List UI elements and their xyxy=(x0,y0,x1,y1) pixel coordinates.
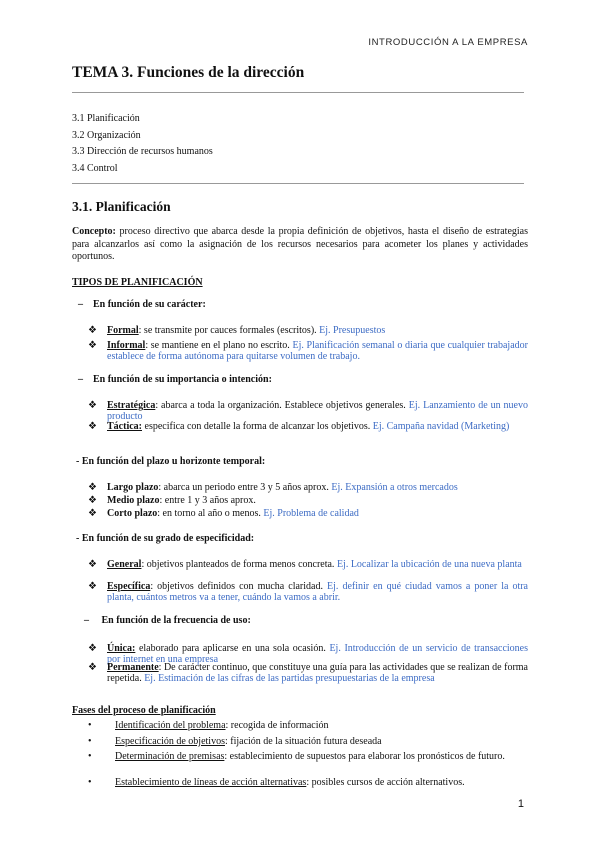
item-term: Específica xyxy=(107,581,151,592)
item-example: Ej. Estimación de las cifras de las partidas presupuestarias de la empresa xyxy=(144,673,435,684)
dot-bullet-icon: • xyxy=(88,777,92,788)
group-heading-text: En función de su carácter: xyxy=(93,299,206,310)
diamond-bullet-icon: ❖ xyxy=(88,482,97,493)
toc-item[interactable]: 3.1 Planificación xyxy=(72,113,140,124)
item-text: elaborado para aplicarse en una sola ocasión. xyxy=(135,643,330,654)
table-of-contents xyxy=(72,111,213,177)
item-example: Ej. Problema de calidad xyxy=(263,508,359,519)
diamond-bullet-icon: ❖ xyxy=(88,643,97,654)
concepto-paragraph xyxy=(72,226,528,264)
diamond-bullet-icon: ❖ xyxy=(88,559,97,570)
item-text: : se transmite por cauces formales (escritos). xyxy=(138,325,320,336)
toc-item[interactable]: 3.3 Dirección de recursos humanos xyxy=(72,146,213,157)
item-term: Determinación de premisas xyxy=(115,751,225,762)
item-term: Estratégica xyxy=(107,400,156,411)
item-example: Ej. Introducción de un servicio de transacciones por internet en una empresa xyxy=(107,643,529,665)
item-term: Identificación del problema xyxy=(115,720,226,731)
item-text: : De carácter continuo, que constituye una guía para las actividades que se realizan de forma repetida. xyxy=(107,662,528,684)
divider xyxy=(72,92,524,93)
diamond-bullet-icon: ❖ xyxy=(88,581,97,592)
running-header: INTRODUCCIÓN A LA EMPRESA xyxy=(368,37,528,48)
item-example: Ej. Presupuestos xyxy=(319,325,386,336)
item-text: especifica con detalle la forma de alcanzar los objetivos. xyxy=(142,421,373,432)
diamond-bullet-icon: ❖ xyxy=(88,662,97,673)
diamond-bullet-icon: ❖ xyxy=(88,400,97,411)
toc-item[interactable]: 3.4 Control xyxy=(72,162,118,174)
item-text: : abarca a toda la organización. Establece objetivos generales. xyxy=(155,400,409,411)
group-heading-text: En función de la frecuencia de uso: xyxy=(101,615,251,626)
divider xyxy=(72,183,524,184)
item-term: Formal xyxy=(107,325,139,336)
item-example: Ej. Planificación semanal o diaria que cualquier trabajador establece de forma autónoma para quitarse volumen de trabajo. xyxy=(107,340,528,362)
item-example: Ej. Localizar la ubicación de una nueva planta xyxy=(336,559,522,570)
item-term: Permanente xyxy=(107,662,159,673)
item-term: Medio plazo xyxy=(107,495,160,506)
toc-item[interactable]: 3.2 Organización xyxy=(72,129,141,141)
group-heading-text: En función de su importancia o intención: xyxy=(93,374,272,385)
item-text: : se mantiene en el plano no escrito. xyxy=(145,340,293,351)
tipos-heading: TIPOS DE PLANIFICACIÓN xyxy=(72,277,203,288)
section-title: 3.1. Planificación xyxy=(72,199,171,214)
item-text: : objetivos planteados de forma menos concreta. xyxy=(141,559,337,570)
item-text: : entre 1 y 3 años aprox. xyxy=(159,495,256,506)
group-heading-text: En función del plazo u horizonte temporal: xyxy=(81,456,266,467)
diamond-bullet-icon: ❖ xyxy=(88,495,97,506)
item-term: General xyxy=(107,559,142,570)
group-heading xyxy=(78,374,272,385)
item-example: Ej. Lanzamiento de un nuevo producto xyxy=(107,400,528,422)
item-text: : establecimiento de supuestos para elaborar los pronósticos de futuro. xyxy=(224,751,505,762)
page-title: TEMA 3. Funciones de la dirección xyxy=(72,64,305,81)
group-heading-text: En función de su grado de especificidad: xyxy=(81,533,255,544)
group-heading xyxy=(76,533,254,544)
group-heading xyxy=(84,615,251,626)
group-heading xyxy=(78,299,206,310)
item-example: Ej. Expansión a otros mercados xyxy=(331,482,458,493)
concepto-text: proceso directivo que abarca desde la propia definición de objetivos, hasta el diseño de estrategias para alcanzarlos así como la asignación de los recursos necesarios para acometer los planes y actividades oportunos. xyxy=(72,226,528,262)
diamond-bullet-icon: ❖ xyxy=(88,325,97,336)
dot-bullet-icon: • xyxy=(88,736,92,747)
item-text: : fijación de la situación futura deseada xyxy=(224,736,382,747)
dash-marker: – xyxy=(84,615,89,626)
dot-bullet-icon: • xyxy=(88,720,92,731)
diamond-bullet-icon: ❖ xyxy=(88,508,97,519)
dash-marker: - xyxy=(76,456,80,467)
diamond-bullet-icon: ❖ xyxy=(88,340,97,351)
item-term: Largo plazo xyxy=(107,482,159,493)
item-text: : posibles cursos de acción alternativos. xyxy=(306,777,465,788)
item-term: Táctica: xyxy=(107,421,142,432)
item-text: : recogida de información xyxy=(225,720,329,731)
item-term: Corto plazo xyxy=(107,508,158,519)
diamond-bullet-icon: ❖ xyxy=(88,421,97,432)
dash-marker: – xyxy=(78,374,83,385)
item-term: Establecimiento de líneas de acción alternativas xyxy=(115,777,307,788)
item-term: Informal xyxy=(107,340,146,351)
dash-marker: – xyxy=(78,299,83,310)
item-text: : objetivos definidos con mucha claridad. xyxy=(150,581,328,592)
item-term: Especificación de objetivos xyxy=(115,736,225,747)
page-number: 1 xyxy=(517,798,524,810)
item-example: Ej. definir en qué ciudad vamos a poner la otra planta, cuántos metros va a tener, cuándo la vamos a abrir. xyxy=(107,581,528,603)
item-text: : abarca un periodo entre 3 y 5 años aprox. xyxy=(158,482,332,493)
group-heading xyxy=(76,456,265,467)
fases-heading: Fases del proceso de planificación xyxy=(72,705,216,716)
item-example: Ej. Campaña navidad (Marketing) xyxy=(372,421,510,432)
dash-marker: - xyxy=(76,533,80,544)
concepto-label: Concepto: xyxy=(72,226,116,237)
item-term: Única: xyxy=(107,643,136,654)
item-text: : en torno al año o menos. xyxy=(157,508,264,519)
dot-bullet-icon: • xyxy=(88,751,92,762)
